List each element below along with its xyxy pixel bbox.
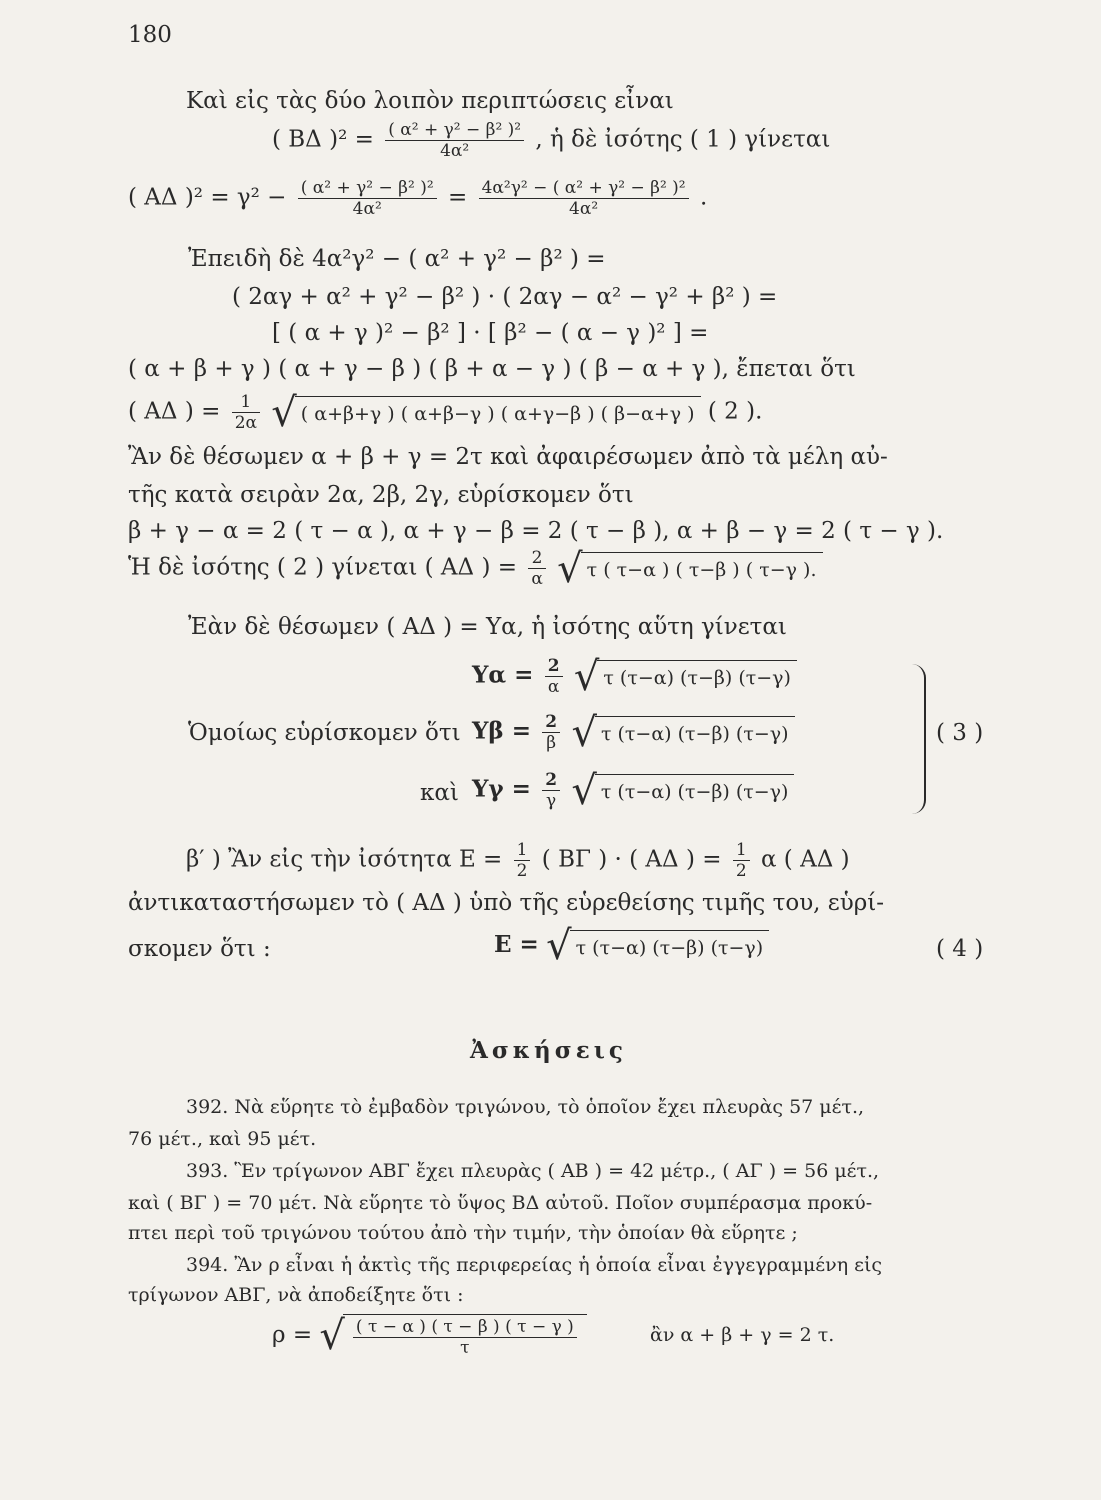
period: .	[699, 184, 708, 211]
text-line-4: Ἐπειδὴ δὲ 4α²γ² − ( α² + γ² − β² ) =	[188, 246, 606, 272]
fraction-numerator: 1	[514, 840, 531, 861]
text-part: β′ ) Ἂν εἰς τὴν ἰσότητα Ε =	[186, 846, 503, 873]
text-omoios: Ὁμοίως εὑρίσκομεν ὅτι	[188, 720, 461, 746]
radical-sign: √	[571, 767, 597, 814]
eq-lhs: ( ΒΔ )² =	[272, 126, 374, 153]
eq-lhs: Υα =	[472, 661, 534, 689]
exercise-394-line-1: 394. Ἂν ρ εἶναι ἡ ἀκτὶς τῆς περιφερείας ἡ ὁποία εἶναι ἐγγεγραμμένη εἰς	[186, 1254, 883, 1276]
text-line-10: τῆς κατὰ σειρὰν 2α, 2β, 2γ, εὑρίσκομεν ὅτι	[128, 482, 634, 508]
fraction-numerator: 2	[545, 656, 563, 677]
equation-area	[186, 840, 850, 881]
radicand: τ (τ−α) (τ−β) (τ−γ)	[597, 660, 797, 693]
radical-sign: √	[271, 389, 297, 436]
eq-lhs: ( ΑΔ )² = γ² −	[128, 184, 287, 211]
square-root	[319, 1314, 586, 1358]
text-line-18: ἀντικαταστήσωμεν τὸ ( ΑΔ ) ὑπὸ τῆς εὑρεθείσης τιμῆς του, εὑρί-	[128, 890, 885, 916]
equation-yg	[472, 767, 794, 814]
fraction-denominator: 4α²	[569, 199, 599, 219]
eq-lhs: Υγ =	[472, 775, 531, 803]
radical-sign: √	[573, 653, 600, 700]
fraction	[385, 120, 524, 161]
equation-rho	[272, 1314, 587, 1358]
exercise-393-line-1: 393. Ἓν τρίγωνον ΑΒΓ ἔχει πλευρὰς ( ΑΒ ) = 42 μέτρ., ( ΑΓ ) = 56 μέτ.,	[186, 1160, 880, 1182]
fraction-denominator: 2α	[234, 413, 257, 433]
equation-ad-squared	[128, 178, 707, 219]
fraction-denominator: τ	[460, 1338, 470, 1358]
text-line-6: [ ( α + γ )² − β² ] · [ β² − ( α − γ )² ] =	[272, 320, 709, 346]
exercise-393-line-3: πτει περὶ τοῦ τριγώνου τούτου ἀπὸ τὴν τιμήν, τὴν ὁποίαν θὰ εὕρητε ;	[128, 1222, 798, 1244]
fraction-numerator: ( α² + γ² − β² )²	[385, 120, 524, 141]
radical-sign: √	[571, 709, 597, 756]
text-line-19: σκομεν ὅτι :	[128, 936, 271, 962]
equation-yb	[472, 709, 795, 756]
fraction-numerator: 1	[232, 392, 260, 413]
text-part: α ( ΑΔ )	[760, 846, 850, 873]
fraction-denominator: γ	[546, 791, 557, 811]
equation-tag: ( 2 ).	[707, 398, 763, 425]
text-part: ( ΒΓ ) · ( ΑΔ ) =	[541, 846, 722, 873]
exercise-394-line-2: τρίγωνον ΑΒΓ, νὰ ἀποδείξητε ὅτι :	[128, 1284, 464, 1306]
square-root	[271, 389, 700, 436]
radical-sign: √	[319, 1313, 345, 1359]
eq-lhs: ρ =	[272, 1322, 313, 1348]
fraction	[528, 548, 545, 589]
fraction	[514, 840, 531, 881]
fraction	[232, 392, 260, 433]
radical-sign: √	[557, 545, 583, 592]
equation-line-12	[128, 545, 823, 592]
fraction-numerator: ( α² + γ² − β² )²	[298, 178, 437, 199]
square-root	[571, 709, 794, 756]
equation-2	[128, 389, 763, 436]
exercise-392-line-2: 76 μέτ., καὶ 95 μέτ.	[128, 1128, 317, 1150]
fraction-numerator: 1	[733, 840, 750, 861]
fraction-denominator: 4α²	[352, 199, 382, 219]
page-number: 180	[128, 22, 172, 48]
equation-bd-squared	[272, 120, 830, 161]
fraction	[545, 656, 563, 697]
radicand: τ (τ−α) (τ−β) (τ−γ)	[595, 774, 795, 807]
eq-lhs: ( ΑΔ ) =	[128, 398, 221, 425]
square-root	[573, 653, 797, 700]
fraction-denominator: 4α²	[440, 141, 470, 161]
section-heading: Ἀσκήσεις	[470, 1037, 627, 1064]
fraction-numerator: ( τ − α ) ( τ − β ) ( τ − γ )	[353, 1317, 577, 1338]
condition-text: ἂν α + β + γ = 2 τ.	[650, 1324, 835, 1346]
exercise-392-line-1: 392. Νὰ εὕρητε τὸ ἐμβαδὸν τριγώνου, τὸ ὁποῖον ἔχει πλευρὰς 57 μέτ.,	[186, 1096, 865, 1118]
radicand: τ (τ−α) (τ−β) (τ−γ)	[570, 930, 770, 963]
text-line-1: Καὶ εἰς τὰς δύο λοιπὸν περιπτώσεις εἶναι	[186, 88, 674, 114]
radical-sign: √	[546, 923, 572, 969]
square-root	[557, 545, 822, 592]
text-line-7: ( α + β + γ ) ( α + γ − β ) ( β + α − γ ) ( β − α + γ ), ἔπεται ὅτι	[128, 356, 856, 382]
radicand	[343, 1314, 587, 1358]
fraction-denominator: 2	[516, 861, 528, 881]
text-line-9: Ἂν δὲ θέσωμεν α + β + γ = 2τ καὶ ἀφαιρέσωμεν ἀπὸ τὰ μέλη αὐ-	[128, 444, 888, 470]
fraction-denominator: α	[547, 677, 560, 697]
fraction	[733, 840, 750, 881]
radicand: τ (τ−α) (τ−β) (τ−γ)	[595, 716, 795, 749]
text-line-13: Ἐὰν δὲ θέσωμεν ( ΑΔ ) = Υα, ἡ ἰσότης αὕτη γίνεται	[188, 614, 787, 640]
exercise-393-line-2: καὶ ( ΒΓ ) = 70 μέτ. Νὰ εὕρητε τὸ ὕψος ΒΔ αὐτοῦ. Ποῖον συμπέρασμα προκύ-	[128, 1192, 873, 1214]
fraction-2	[479, 178, 689, 219]
equation-ya	[472, 653, 797, 700]
equation-4	[494, 923, 769, 969]
fraction-numerator: 2	[542, 770, 560, 791]
radicand: ( α+β+γ ) ( α+β−γ ) ( α+γ−β ) ( β−α+γ )	[295, 396, 701, 429]
fraction-numerator: 2	[528, 548, 545, 569]
fraction-numerator: 4α²γ² − ( α² + γ² − β² )²	[479, 178, 689, 199]
fraction-denominator: β	[546, 733, 557, 753]
fraction	[542, 770, 560, 811]
eq-lhs: Ε =	[494, 931, 539, 958]
square-root	[571, 767, 794, 814]
fraction	[542, 712, 560, 753]
equation-tag-3: ( 3 )	[936, 720, 984, 746]
equation-tag-4: ( 4 )	[936, 936, 984, 962]
radicand: τ ( τ−α ) ( τ−β ) ( τ−γ ).	[581, 552, 823, 585]
equals-sign: =	[447, 184, 468, 211]
fraction-denominator: 2	[735, 861, 747, 881]
fraction-numerator: 2	[542, 712, 560, 733]
eq-lhs: Υβ =	[472, 717, 531, 745]
fraction	[353, 1317, 577, 1358]
text-kai: καὶ	[420, 780, 459, 806]
text-line-11: β + γ − α = 2 ( τ − α ), α + γ − β = 2 ( τ − β ), α + β − γ = 2 ( τ − γ ).	[128, 518, 944, 544]
fraction-1	[298, 178, 437, 219]
eq-rhs-text: , ἡ δὲ ἰσότης ( 1 ) γίνεται	[535, 126, 831, 153]
eq-lhs: Ἡ δὲ ἰσότης ( 2 ) γίνεται ( ΑΔ ) =	[128, 554, 518, 581]
right-brace	[912, 664, 926, 814]
square-root	[546, 923, 769, 969]
text-line-5: ( 2αγ + α² + γ² − β² ) · ( 2αγ − α² − γ² + β² ) =	[232, 284, 778, 310]
fraction-denominator: α	[531, 569, 543, 589]
